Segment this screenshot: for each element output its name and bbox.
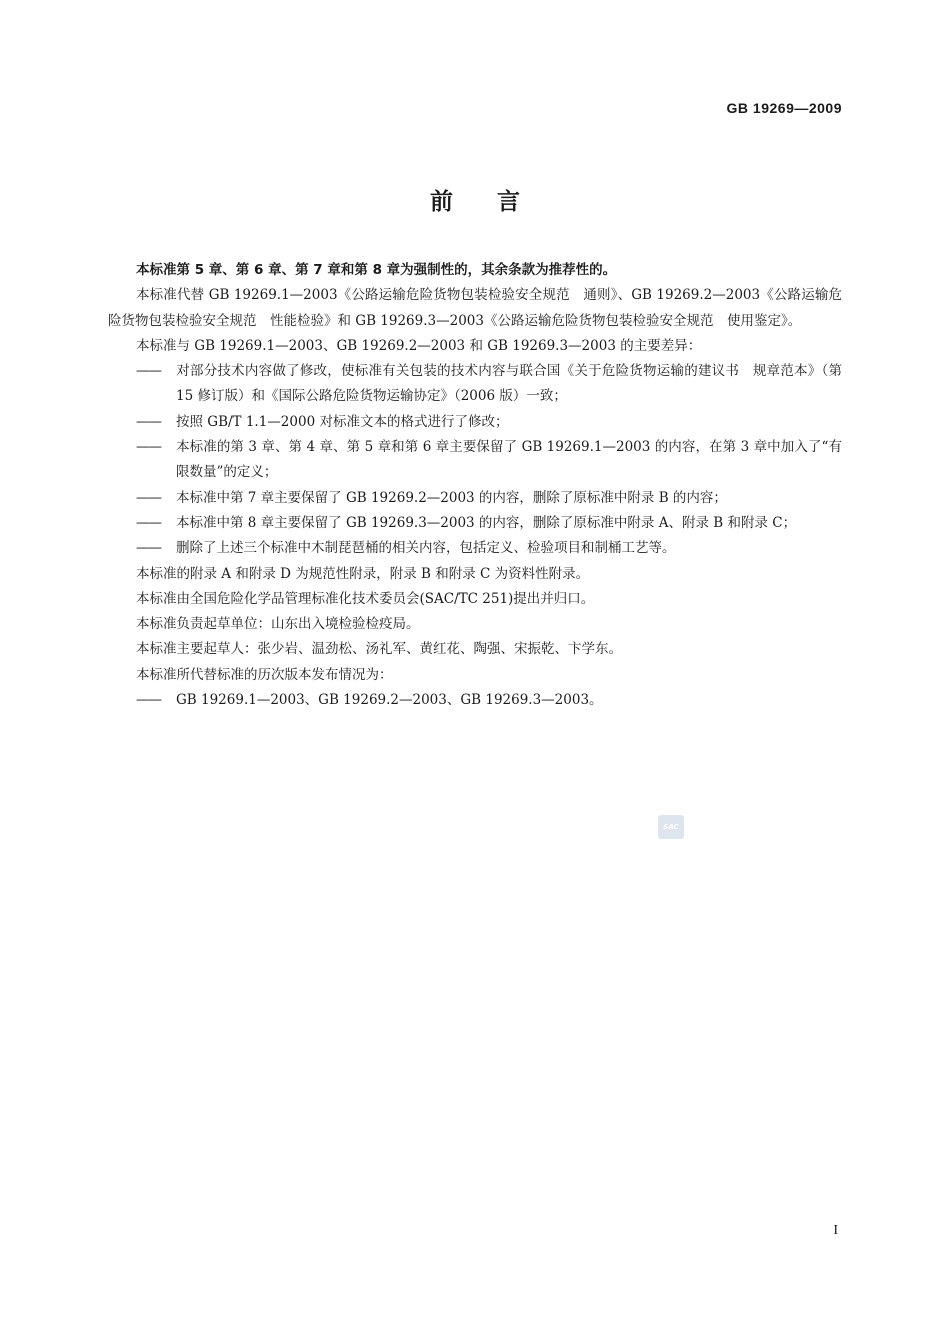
history-item bbox=[136, 688, 842, 713]
dash-lead: —— bbox=[136, 540, 161, 557]
mandatory-clause-paragraph: 本标准第 5 章、第 6 章、第 7 章和第 8 章为强制性的，其余条款为推荐性的。 bbox=[136, 262, 617, 278]
difference-item bbox=[136, 410, 842, 435]
dash-lead: —— bbox=[136, 692, 161, 709]
difference-item bbox=[136, 486, 842, 511]
difference-text: 删除了上述三个标准中木制琵琶桶的相关内容，包括定义、检验项目和制桶工艺等。 bbox=[176, 540, 676, 557]
dash-lead: —— bbox=[136, 439, 161, 456]
difference-text: 对部分技术内容做了修改，使标准有关包装的技术内容与联合国《关于危险货物运输的建议书 规章范本》（第 15 修订版）和《国际公路危险货物运输协定》（2006 版）一致； bbox=[176, 363, 842, 405]
difference-text: 按照 GB/T 1.1—2000 对标准文本的格式进行了修改； bbox=[176, 413, 509, 430]
differences-intro-paragraph: 本标准与 GB 19269.1—2003、GB 19269.2—2003 和 GB 19269.3—2003 的主要差异： bbox=[136, 337, 702, 354]
standard-code: GB 19269—2009 bbox=[726, 100, 842, 116]
replacement-paragraph: 本标准代替 GB 19269.1—2003《公路运输危险货物包装检验安全规范 通则》、GB 19269.2—2003《公路运输危险货物包装检验安全规范 性能检验》和 GB 19269.3—2003《公路运输危险货物包装检验安全规范 使用鉴定》。 bbox=[108, 287, 842, 329]
drafting-unit-paragraph: 本标准负责起草单位：山东出入境检验检疫局。 bbox=[136, 616, 420, 633]
dash-lead: —— bbox=[136, 363, 161, 380]
history-intro-paragraph: 本标准所代替标准的历次版本发布情况为： bbox=[136, 666, 393, 683]
difference-text: 本标准中第 7 章主要保留了 GB 19269.2—2003 的内容，删除了原标准中附录 B 的内容； bbox=[176, 489, 727, 506]
dash-lead: —— bbox=[136, 413, 161, 430]
committee-paragraph: 本标准由全国危险化学品管理标准化技术委员会(SAC/TC 251)提出并归口。 bbox=[136, 590, 595, 607]
sac-watermark-logo bbox=[658, 815, 684, 839]
difference-text: 本标准中第 8 章主要保留了 GB 19269.3—2003 的内容，删除了原标准中附录 A、附录 B 和附录 C； bbox=[176, 514, 797, 531]
foreword-body bbox=[108, 258, 842, 713]
dash-lead: —— bbox=[136, 489, 161, 506]
difference-item bbox=[136, 435, 842, 486]
difference-item bbox=[136, 511, 842, 536]
difference-item bbox=[136, 536, 842, 561]
page-title: 前言 bbox=[430, 189, 564, 215]
annex-paragraph: 本标准的附录 A 和附录 D 为规范性附录，附录 B 和附录 C 为资料性附录。 bbox=[136, 565, 590, 582]
drafters-paragraph: 本标准主要起草人：张少岩、温劲松、汤礼军、黄红花、陶强、宋振乾、卞学东。 bbox=[136, 641, 622, 658]
history-text: GB 19269.1—2003、GB 19269.2—2003、GB 19269.3—2003。 bbox=[176, 692, 603, 709]
dash-lead: —— bbox=[136, 514, 161, 531]
page-number: I bbox=[833, 1223, 838, 1238]
difference-text: 本标准的第 3 章、第 4 章、第 5 章和第 6 章主要保留了 GB 19269.1—2003 的内容，在第 3 章中加入了“有限数量”的定义； bbox=[176, 439, 842, 481]
difference-item bbox=[136, 359, 842, 410]
sac-logo-text: SAC bbox=[663, 823, 679, 831]
